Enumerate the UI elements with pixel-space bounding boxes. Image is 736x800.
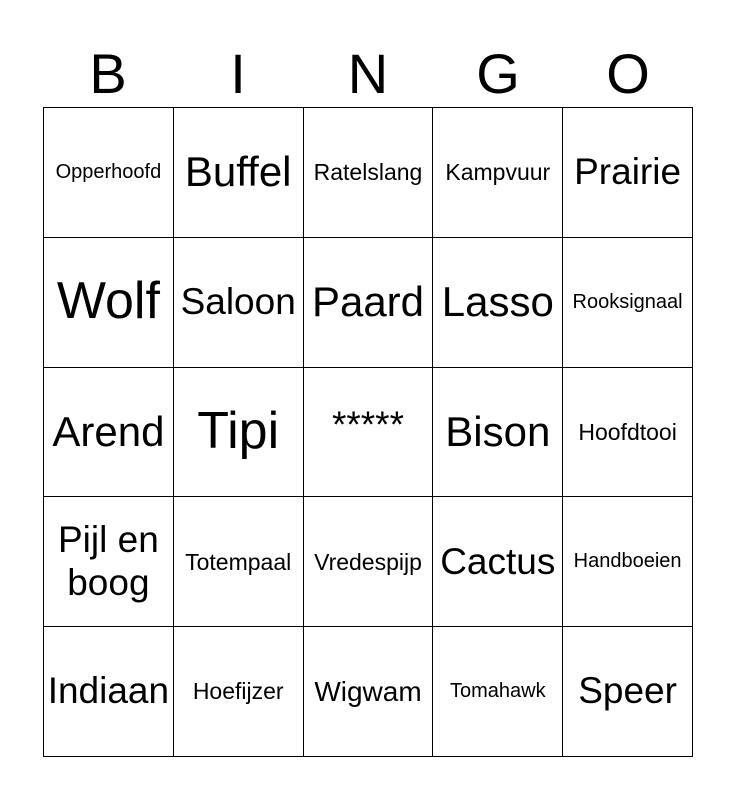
bingo-header <box>43 40 693 108</box>
bingo-cell: Hoefijzer <box>174 627 304 757</box>
bingo-cell: Buffel <box>174 108 304 238</box>
header-letter-i: I <box>230 42 246 105</box>
bingo-cell: Handboeien <box>563 497 693 627</box>
bingo-cell: Wigwam <box>304 627 434 757</box>
bingo-board <box>43 107 693 757</box>
bingo-cell: Totempaal <box>174 497 304 627</box>
bingo-cell: Lasso <box>433 238 563 368</box>
bingo-cell: Indiaan <box>44 627 174 757</box>
bingo-cell: Saloon <box>174 238 304 368</box>
bingo-cell: Cactus <box>433 497 563 627</box>
bingo-cell: Tipi <box>174 368 304 498</box>
bingo-cell: Vredespijp <box>304 497 434 627</box>
bingo-cell: Paard <box>304 238 434 368</box>
header-letter-o: O <box>606 42 650 105</box>
bingo-cell: Hoofdtooi <box>563 368 693 498</box>
bingo-cell: Pijl en boog <box>44 497 174 627</box>
free-space-cell: ***** <box>304 368 434 498</box>
bingo-cell: Wolf <box>44 238 174 368</box>
header-letter-b: B <box>89 42 127 105</box>
header-letter-n: N <box>347 42 389 105</box>
bingo-cell: Opperhoofd <box>44 108 174 238</box>
bingo-cell: Rooksignaal <box>563 238 693 368</box>
bingo-cell: Ratelslang <box>304 108 434 238</box>
bingo-cell: Kampvuur <box>433 108 563 238</box>
header-letter-g: G <box>476 42 520 105</box>
bingo-cell: Prairie <box>563 108 693 238</box>
bingo-cell: Bison <box>433 368 563 498</box>
bingo-cell: Arend <box>44 368 174 498</box>
bingo-cell: Tomahawk <box>433 627 563 757</box>
bingo-cell: Speer <box>563 627 693 757</box>
